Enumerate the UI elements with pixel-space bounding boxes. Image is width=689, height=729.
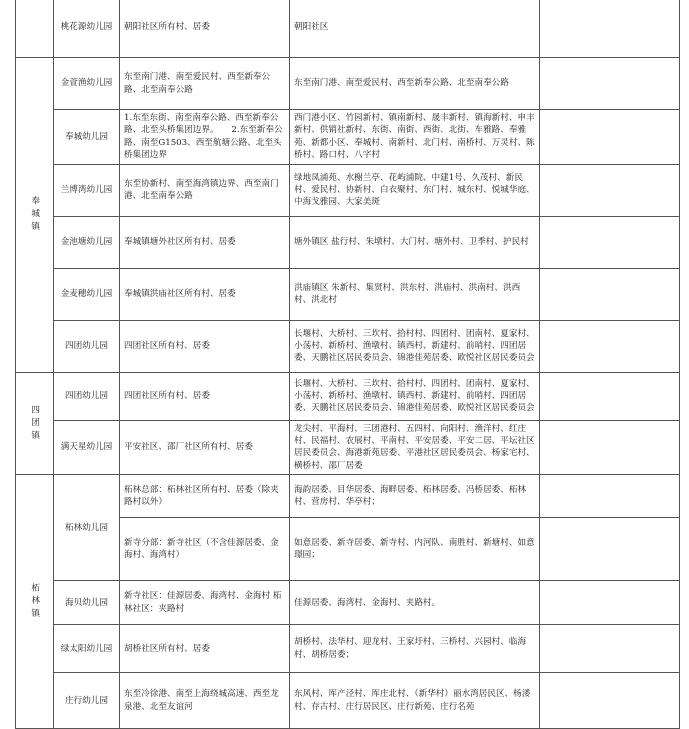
school-name-cell: 金麦穗幼儿园 [54, 268, 120, 320]
enrollment-scope-cell: 东至南门港、南至爱民村、西至新奉公路、北至南奉公路 [120, 58, 290, 110]
covered-area-cell: 长堰村、大桥村、三坎村、拾村村、四团村、团南村、夏家村、小荡村、新桥村、渔墩村、镇西村、新建村、前哨村、四团居委、天鹏社区居民委员会、锦港佳苑居委、欧悦社区居民委员会 [290, 320, 540, 372]
enrollment-zone-table [15, 0, 680, 729]
school-name-cell: 满天星幼儿园 [54, 420, 120, 475]
table-row [16, 110, 680, 165]
enrollment-scope-cell: 柘林总部：柘林社区所有村、居委（除夹路村以外） [120, 475, 290, 518]
covered-area-cell: 海韵居委、目华居委、海畔居委、柘林居委、冯桥居委、柘林村、营房村、华亭村； [290, 475, 540, 518]
school-name-cell: 奉城幼儿园 [54, 110, 120, 165]
table-row [16, 420, 680, 475]
covered-area-cell: 朝阳社区 [290, 0, 540, 58]
enrollment-scope-cell: 奉城镇洪庙社区所有村、居委 [120, 268, 290, 320]
school-name-cell: 绿太阳幼儿园 [54, 625, 120, 673]
enrollment-scope-cell: 1.东至东街、南至南奉公路、西至新奉公路、北至头桥集团边界。 2.东至新奉公路、南至G1503、西至航塘公路、北至头桥集团边界 [120, 110, 290, 165]
table-row [16, 320, 680, 372]
covered-area-cell: 胡桥村、法华村、迎龙村、王家圩村、三桥村、兴园村、临海村、胡桥居委； [290, 625, 540, 673]
covered-area-cell: 塘外镇区 盐行村、朱墩村、大门村、塘外村、卫季村、护民村 [290, 216, 540, 268]
school-name-cell: 兰博湾幼儿园 [54, 164, 120, 216]
enrollment-scope-cell: 四团社区所有村、居委 [120, 372, 290, 420]
school-name-cell: 柘林幼儿园 [54, 475, 120, 581]
covered-area-cell: 东至南门港、南至爱民村、西至新奉公路、北至南奉公路 [290, 58, 540, 110]
table-row [16, 673, 680, 729]
school-name-cell: 金池塘幼儿园 [54, 216, 120, 268]
empty-cell [540, 475, 680, 518]
empty-cell [540, 164, 680, 216]
enrollment-scope-cell: 东至协新村、南至海湾镇边界、西至南门港、北至南奉公路 [120, 164, 290, 216]
empty-cell [540, 518, 680, 581]
empty-cell [540, 58, 680, 110]
table-row [16, 0, 680, 58]
table-row [16, 581, 680, 625]
enrollment-scope-cell: 新寺分部：新寺社区（不含佳源居委、金海村、海湾村） [120, 518, 290, 581]
empty-cell [540, 320, 680, 372]
town-cell: 柘林镇 [16, 475, 54, 729]
table-row [16, 475, 680, 518]
table-row [16, 164, 680, 216]
covered-area-cell: 如意居委、新寺居委、新寺村、内河队、南胜村、新塘村、如意璟园； [290, 518, 540, 581]
table-row [16, 268, 680, 320]
enrollment-scope-cell: 四团社区所有村、居委 [120, 320, 290, 372]
enrollment-scope-cell: 朝阳社区所有村、居委 [120, 0, 290, 58]
empty-cell [540, 110, 680, 165]
table-row [16, 58, 680, 110]
empty-cell [540, 581, 680, 625]
table-row [16, 372, 680, 420]
covered-area-cell: 洪庙镇区 朱新村、集贤村、洪东村、洪庙村、洪南村、洪西村、洪北村 [290, 268, 540, 320]
table-row [16, 216, 680, 268]
town-cell: 奉城镇 [16, 58, 54, 373]
covered-area-cell: 龙尖村、平海村、三团港村、五四村、向阳村、渔洋村、红庄村、民福村、农展村、平南村、平安居委、平安二居、平坛社区居民委员会、海港新苑居委、平港社区居民委员会、杨家宅村、横桥村、邵厂居委 [290, 420, 540, 475]
covered-area-cell: 佳源居委、海湾村、金海村、夹路村。 [290, 581, 540, 625]
empty-cell [540, 420, 680, 475]
school-name-cell: 桃花源幼儿园 [54, 0, 120, 58]
table-row [16, 625, 680, 673]
school-name-cell: 海贝幼儿园 [54, 581, 120, 625]
covered-area-cell: 西门港小区、竹园新村、镇南新村、晟丰新村、镇海新村、申丰新村、供销社新村、东街、南街、西街、北街、车雅路、奉雅苑、新都小区、奉城村、南新村、北门村、南桥村、万灵村、陈桥村、路口村、八字村 [290, 110, 540, 165]
empty-cell [540, 0, 680, 58]
enrollment-scope-cell: 平安社区、邵厂社区所有村、居委 [120, 420, 290, 475]
covered-area-cell: 绿地凤浦苑、水榭兰亭、花屿浦院、中建1号、久茂村、新民村、爱民村、协新村、白衣聚村、东门村、城东村、悦城华庭、中海戈雅园、大家美斑 [290, 164, 540, 216]
school-name-cell: 庄行幼儿园 [54, 673, 120, 729]
empty-cell [540, 216, 680, 268]
empty-cell [540, 625, 680, 673]
school-name-cell: 金萱渔幼儿园 [54, 58, 120, 110]
school-name-cell: 四团幼儿园 [54, 320, 120, 372]
empty-cell [540, 268, 680, 320]
enrollment-scope-cell: 新寺社区：佳源居委、海湾村、金海村 柘林社区：夹路村 [120, 581, 290, 625]
enrollment-scope-cell: 胡桥社区所有村、居委 [120, 625, 290, 673]
school-name-cell: 四团幼儿园 [54, 372, 120, 420]
covered-area-cell: 长堰村、大桥村、三坎村、拾村村、四团村、团南村、夏家村、小荡村、新桥村、渔墩村、镇西村、新建村、前哨村、四团居委、天鹏社区居民委员会、锦港佳苑居委、欧悦社区居民委员会 [290, 372, 540, 420]
empty-cell [540, 673, 680, 729]
covered-area-cell: 东风村、厍产泾村、厍庄北村、（新华村）丽水湾居民区、杨溇村、存古村、庄行居民区、庄行新苑、庄行名苑 [290, 673, 540, 729]
enrollment-scope-cell: 奉城镇塘外社区所有村、居委 [120, 216, 290, 268]
town-cell: 四团镇 [16, 372, 54, 475]
town-cell [16, 0, 54, 58]
enrollment-scope-cell: 东至冷徐港、南至上海绕城高速、西至龙泉港、北至友谊河 [120, 673, 290, 729]
empty-cell [540, 372, 680, 420]
